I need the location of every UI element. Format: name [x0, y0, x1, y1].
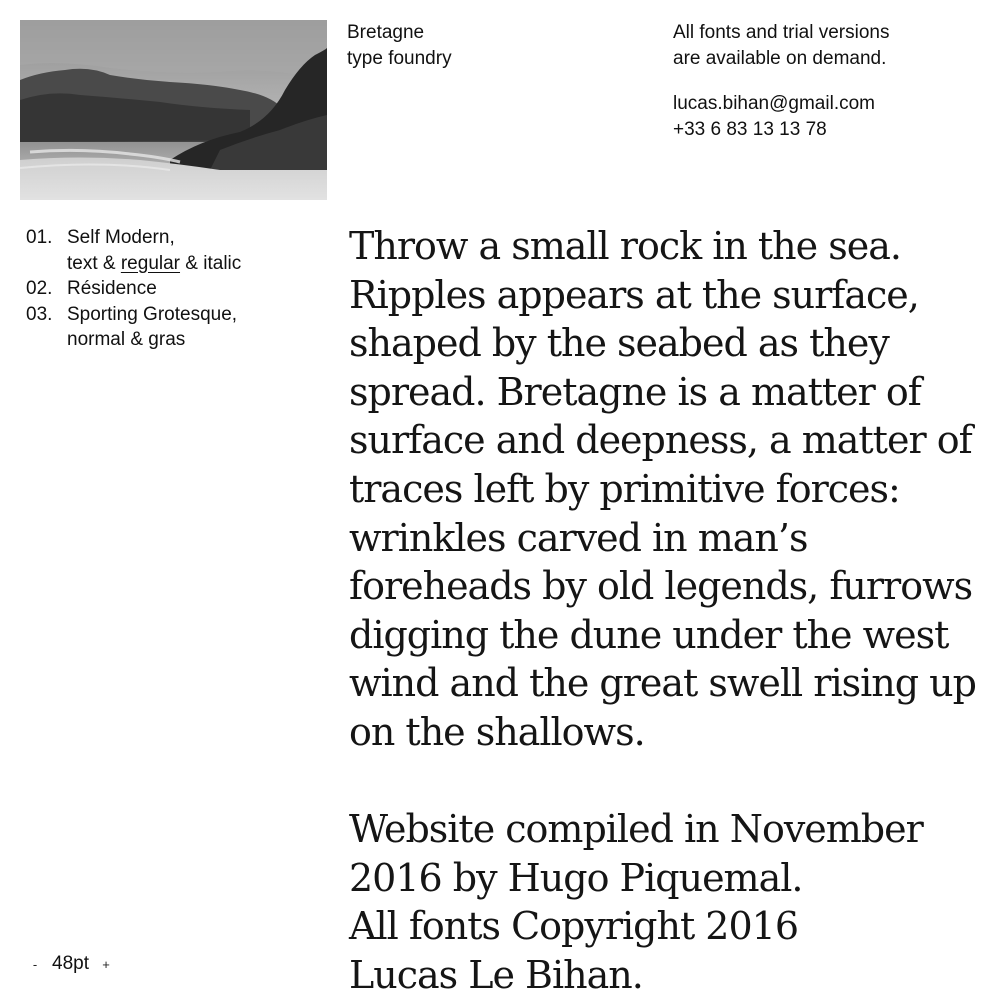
credits-line-4: Lucas Le Bihan. [349, 952, 643, 997]
paragraph-spacer [349, 757, 989, 806]
availability-line-1: All fonts and trial versions [673, 22, 890, 43]
font-styles: normal & gras [67, 329, 186, 350]
contact-info [673, 20, 890, 142]
coast-photo [20, 20, 327, 200]
brand-line-2: type foundry [347, 47, 452, 69]
font-number: 03. [26, 303, 53, 325]
availability-line-2: are available on demand. [673, 47, 887, 69]
font-item-self-modern[interactable] [26, 225, 326, 276]
phone-link[interactable]: +33 6 83 13 13 78 [673, 118, 827, 140]
font-list [26, 225, 326, 353]
font-item-residence[interactable] [26, 276, 326, 302]
style-link-regular[interactable]: regular [120, 252, 181, 274]
font-details [67, 225, 241, 276]
email-link[interactable]: lucas.bihan@gmail.com [673, 93, 875, 114]
credits-line-2: 2016 by Hugo Piquemal. [349, 855, 803, 900]
font-details [67, 302, 237, 353]
foundry-name [347, 20, 452, 71]
font-item-sporting-grotesque[interactable] [26, 302, 326, 353]
specimen-paragraph: Throw a small rock in the sea. Ripples appears at the surface, shaped by the seabed as they spread. Bretagne is a matter of surface and deepness, a matter of traces left by primitive forces: wrinkles carved in man’s foreheads by old legends, furrows digging the dune under the west wind and the great swell rising up on the shallows. [349, 224, 976, 754]
font-name: Résidence [67, 278, 157, 299]
font-name: Self Modern, [67, 227, 175, 248]
credits-line-1: Website compiled in November [349, 807, 923, 852]
style-prefix: text & [67, 252, 121, 274]
increase-size-button[interactable]: + [102, 956, 110, 972]
font-name: Sporting Grotesque, [67, 303, 238, 325]
specimen-text[interactable] [349, 222, 989, 1000]
credits-line-3: All fonts Copyright 2016 [349, 904, 799, 949]
brand-line-1: Bretagne [347, 22, 425, 43]
style-suffix: & italic [180, 252, 242, 274]
font-styles [67, 251, 241, 277]
font-size-control [28, 953, 113, 975]
font-number: 01. [26, 227, 53, 248]
font-details [67, 276, 157, 302]
font-number: 02. [26, 278, 53, 299]
contact-gap [673, 71, 890, 91]
decrease-size-button[interactable]: - [32, 956, 38, 972]
font-size-value: 48pt [52, 953, 89, 974]
